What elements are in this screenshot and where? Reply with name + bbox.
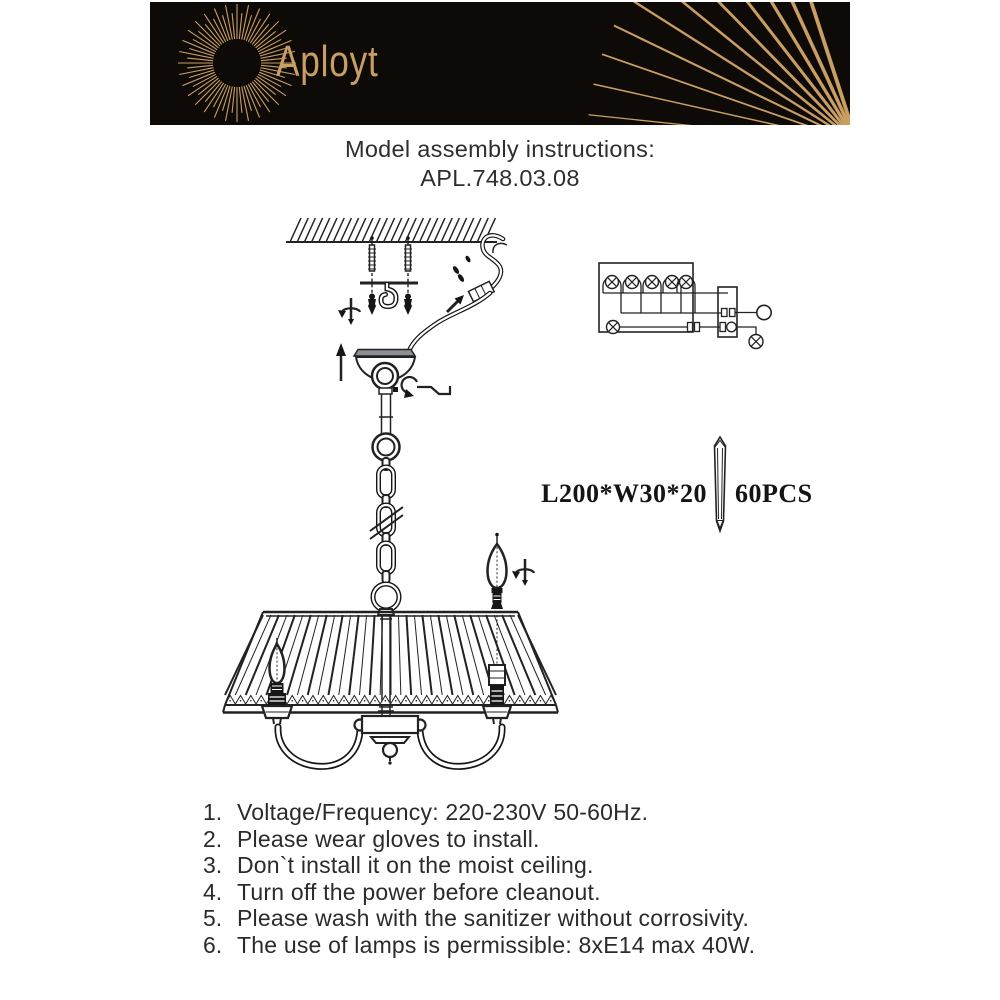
instruction-number: 1.	[203, 799, 223, 825]
center-hub	[362, 716, 418, 765]
instruction-number: 3.	[203, 852, 223, 878]
instruction-number: 5.	[203, 905, 223, 931]
switch-circle	[757, 305, 771, 319]
hanging-chain	[370, 434, 403, 716]
crystal-size-label: L200*W30*20	[541, 479, 707, 508]
instruction-item	[203, 879, 863, 906]
instruction-number: 2.	[203, 825, 223, 852]
model-number: APL.748.03.08	[420, 165, 580, 191]
instruction-list	[203, 799, 863, 958]
brand-banner	[150, 2, 850, 125]
brand-wordmark: Aployt	[276, 36, 379, 86]
mounting-screw-right	[404, 236, 412, 315]
instruction-item	[203, 852, 863, 879]
title-line1: Model assembly instructions:	[344, 136, 656, 162]
mains-wire	[409, 235, 507, 351]
instruction-item	[203, 905, 863, 932]
mounting-screw-left	[368, 236, 376, 315]
instruction-number: 6.	[203, 931, 223, 958]
hex-key-icon	[402, 377, 450, 398]
instruction-item	[203, 932, 863, 959]
assembly-diagram	[150, 195, 850, 795]
page-title	[150, 135, 850, 193]
wiring-diagram	[599, 263, 771, 349]
instruction-text: Don`t install it on the moist ceiling.	[237, 852, 594, 878]
crystal-pendant	[715, 437, 726, 531]
instruction-item	[203, 799, 863, 826]
screw-rotate-icon	[338, 298, 360, 325]
instruction-text: Please wash with the sanitizer without corrosivity.	[237, 905, 750, 931]
left-candle	[262, 638, 292, 724]
instruction-text: The use of lamps is permissible: 8xE14 max 40W.	[237, 931, 756, 958]
banner-art	[150, 2, 850, 125]
instruction-text: Please wear gloves to install.	[237, 825, 540, 852]
crystal-qty-label: 60PCS	[735, 479, 813, 508]
instruction-text: Voltage/Frequency: 220-230V 50-60Hz.	[237, 799, 649, 825]
instruction-text: Turn off the power before cleanout.	[237, 878, 601, 905]
bulb-rotate-icon	[512, 559, 534, 586]
lift-arrow	[336, 343, 346, 381]
ceiling-hook	[381, 284, 396, 307]
ray-fan-decoration	[588, 2, 850, 125]
ceiling-hatch	[286, 218, 497, 242]
instruction-item	[203, 826, 863, 853]
instruction-number: 4.	[203, 878, 223, 905]
bulb-e14	[488, 533, 507, 609]
sunburst-center	[215, 41, 259, 85]
